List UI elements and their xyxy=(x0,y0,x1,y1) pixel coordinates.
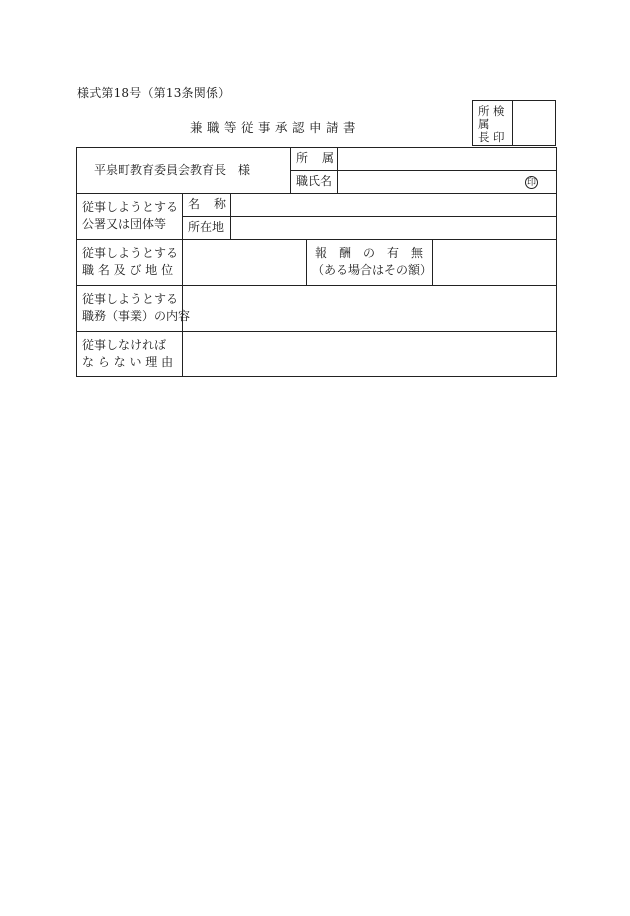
table-border-right xyxy=(556,147,557,377)
reason-field[interactable] xyxy=(183,332,556,376)
stamp-label-char: 検 xyxy=(493,104,505,118)
organization-name-label: 名 称 xyxy=(188,197,228,211)
organization-address-label: 所在地 xyxy=(188,220,225,234)
affiliation-label: 所 属 xyxy=(296,151,336,165)
seal-mark: 印 xyxy=(526,178,536,188)
duties-label-line2: 職務（事業）の内容 xyxy=(82,309,191,323)
organization-label-line2: 公署又は団体等 xyxy=(82,217,167,231)
reason-label-line2: な ら な い 理 由 xyxy=(82,355,174,369)
position-label-line1: 従事しようとする xyxy=(82,246,179,260)
col-divider xyxy=(306,239,307,286)
organization-address-field[interactable] xyxy=(231,217,556,239)
remuneration-label-line1: 報 酬 の 有 無 xyxy=(315,246,424,260)
stamp-label-department-head xyxy=(478,105,490,144)
duties-label-line1: 従事しようとする xyxy=(82,292,179,306)
table-border-bottom xyxy=(76,376,557,377)
position-label-line2: 職 名 及 び 地 位 xyxy=(82,263,174,277)
col-divider xyxy=(290,147,291,194)
stamp-label-char: 属 xyxy=(478,117,490,131)
stamp-label-char: 所 xyxy=(478,104,490,118)
duties-field[interactable] xyxy=(183,286,556,331)
official-name-field[interactable] xyxy=(338,171,518,193)
organization-label-line1: 従事しようとする xyxy=(82,200,179,214)
stamp-label-char: 長 xyxy=(478,130,490,144)
remuneration-field[interactable] xyxy=(433,240,556,285)
addressee: 平泉町教育委員会教育長 様 xyxy=(94,163,251,177)
remuneration-label-line2: （ある場合はその額） xyxy=(312,263,433,277)
official-name-label: 職氏名 xyxy=(296,174,333,188)
position-field[interactable] xyxy=(183,240,306,285)
reason-label-line1: 従事しなければ xyxy=(82,338,167,352)
form-title: 兼職等従事承認申請書 xyxy=(189,120,360,135)
organization-name-field[interactable] xyxy=(231,194,556,216)
affiliation-field[interactable] xyxy=(338,148,556,170)
form-number: 様式第18号（第13条関係） xyxy=(77,86,231,100)
approval-stamp-box xyxy=(472,100,556,146)
table-border-left xyxy=(76,147,77,377)
stamp-label-char: 印 xyxy=(493,130,505,144)
stamp-box-divider xyxy=(512,100,513,146)
stamp-label-inspection-seal xyxy=(493,105,505,144)
